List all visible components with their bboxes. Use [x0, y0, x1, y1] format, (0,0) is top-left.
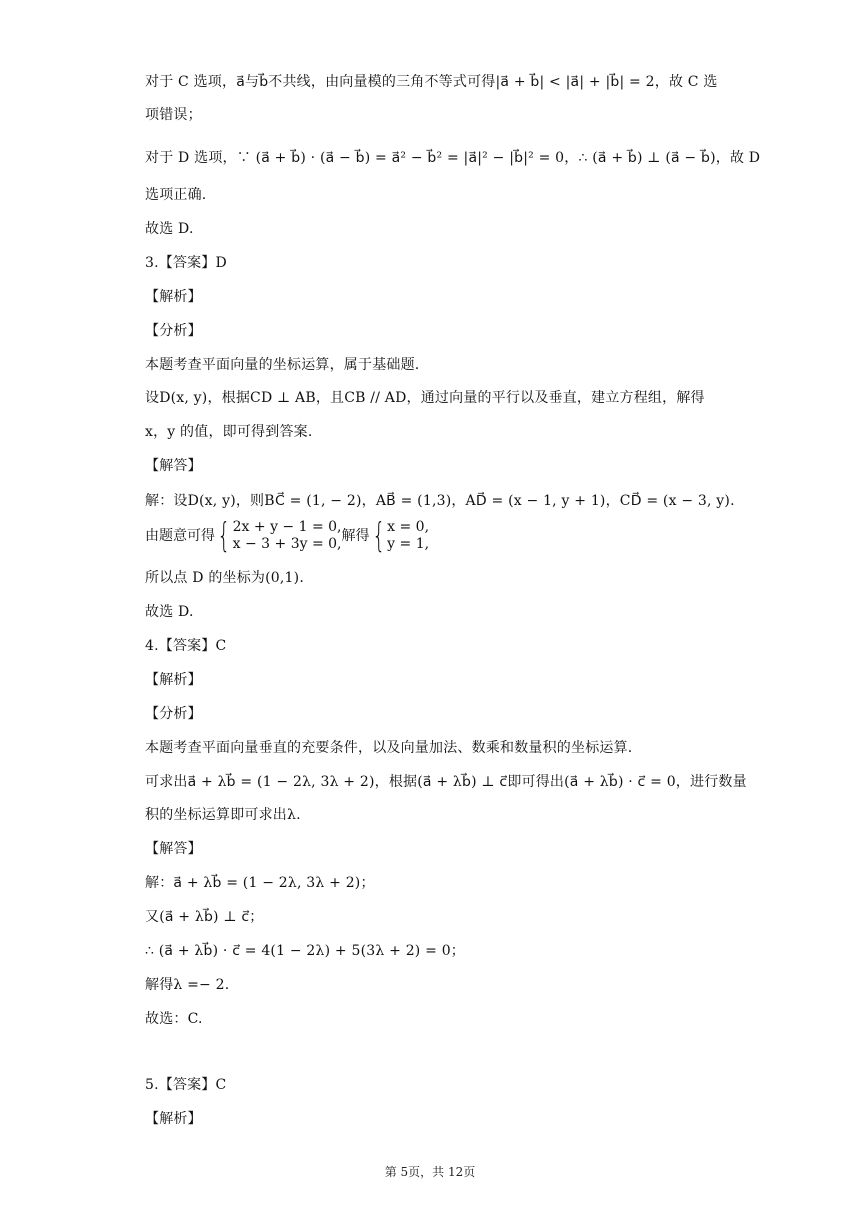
section-heading: 【分析】 [145, 706, 202, 722]
text-line: 故选 D. [145, 604, 194, 620]
section-heading: 【解析】 [145, 672, 202, 688]
text-line: 可求出a⃗ + λb⃗ = (1 − 2λ, 3λ + 2)，根据(a⃗ + λb⃗) ⊥ c⃗即可得出(a⃗ + λb⃗) · c⃗ = 0，进行数量 [145, 774, 747, 790]
equation-2: x − 3 + 3y = 0, [232, 536, 342, 552]
answer-heading: 4.【答案】C [145, 638, 227, 654]
solution-1: x = 0, [387, 519, 430, 535]
equation-system [145, 516, 430, 556]
text-line: 对于 D 选项，∵ (a⃗ + b⃗) · (a⃗ − b⃗) = a⃗² − b⃗² = |a⃗|² − |b⃗|² = 0，∴ (a⃗ + b⃗) ⊥ (a⃗ − b⃗)，故 D [145, 150, 761, 166]
text-line: 选项正确. [145, 187, 207, 203]
section-heading: 【解析】 [145, 1111, 202, 1127]
left-brace-icon: { [217, 516, 231, 556]
page-footer: 第 5页，共 12页 [384, 1165, 476, 1179]
solution-2: y = 1, [387, 536, 430, 552]
system-prefix: 由题意可得 [145, 528, 215, 544]
text-line: x，y 的值，即可得到答案. [145, 424, 313, 440]
text-line: 本题考查平面向量垂直的充要条件，以及向量加法、数乘和数量积的坐标运算. [145, 740, 633, 756]
section-heading: 【解答】 [145, 841, 202, 857]
text-line: 又(a⃗ + λb⃗) ⊥ c⃗； [145, 909, 264, 925]
text-line: 本题考查平面向量的坐标运算，属于基础题. [145, 357, 420, 373]
text-line: 项错误； [145, 107, 202, 123]
text-line: 解：设D(x, y)，则BC⃗ = (1, − 2)，AB⃗ = (1,3)，AD⃗ = (x − 1, y + 1)，CD⃗ = (x − 3, y). [145, 493, 735, 509]
equation-1: 2x + y − 1 = 0, [232, 519, 342, 535]
text-line: 对于 C 选项，a⃗与b⃗不共线，由向量模的三角不等式可得|a⃗ + b⃗| < |a⃗| + |b⃗| = 2，故 C 选 [145, 74, 718, 90]
answer-heading: 5.【答案】C [145, 1077, 227, 1093]
left-brace-icon: { [371, 516, 385, 556]
text-line: 积的坐标运算即可求出λ. [145, 807, 301, 823]
section-heading: 【分析】 [145, 323, 202, 339]
text-line: 解得λ =− 2. [145, 977, 230, 993]
section-heading: 【解答】 [145, 458, 202, 474]
text-line: 所以点 D 的坐标为(0,1). [145, 570, 304, 586]
text-line: 故选 D. [145, 221, 194, 237]
system-solutions [387, 519, 429, 553]
answer-heading: 3.【答案】D [145, 255, 227, 271]
text-line: 解：a⃗ + λb⃗ = (1 − 2λ, 3λ + 2)； [145, 875, 375, 891]
text-line: 设D(x, y)，根据CD ⊥ AB，且CB // AD，通过向量的平行以及垂直，建立方程组，解得 [145, 390, 705, 406]
system-mid: 解得 [341, 528, 370, 544]
text-line: ∴ (a⃗ + λb⃗) · c⃗ = 4(1 − 2λ) + 5(3λ + 2) = 0； [145, 943, 465, 959]
section-heading: 【解析】 [145, 289, 202, 305]
system-equations [233, 519, 342, 553]
text-line: 故选：C. [145, 1011, 203, 1027]
